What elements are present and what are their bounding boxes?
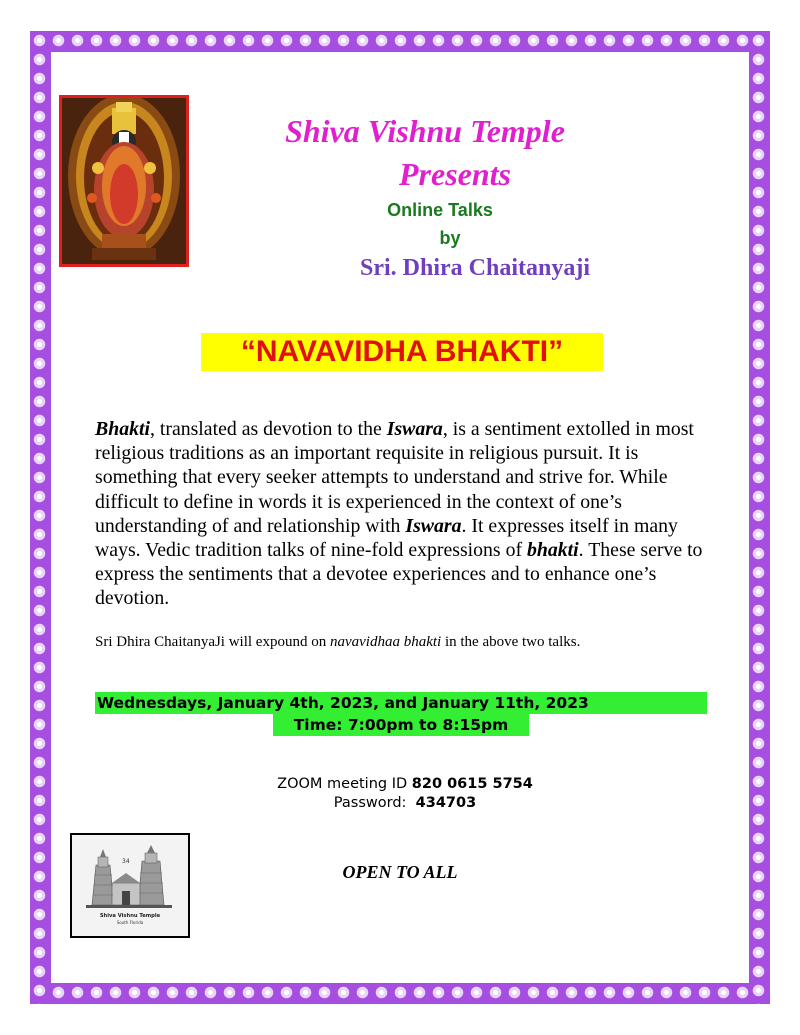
flower-border-top [30, 31, 770, 52]
zoom-meeting-id: ZOOM meeting ID 820 0615 5754 [277, 776, 533, 792]
talk-time: Time: 7:00pm to 8:15pm [273, 714, 529, 736]
speaker-name: Sri. Dhira Chaitanyaji [359, 255, 590, 281]
open-to-all-label: OPEN TO ALL [342, 862, 458, 882]
temple-logo [70, 833, 190, 938]
flower-border-right [749, 31, 770, 1004]
logo-location: South Florida [116, 920, 144, 925]
logo-number: 34 [122, 858, 130, 865]
flower-border-left [30, 31, 51, 1004]
subtitle-by: by [439, 228, 461, 248]
title-presents: Presents [399, 156, 511, 192]
headline-navavidha-bhakti: “NAVAVIDHA BHAKTI” [201, 333, 603, 371]
talk-dates: Wednesdays, January 4th, 2023, and January 11th, 2023 [95, 692, 707, 714]
subtitle-online-talks: Online Talks [387, 200, 493, 220]
flower-border-bottom [30, 983, 770, 1004]
meeting-id-value: 820 0615 5754 [411, 776, 533, 792]
talk-note: Sri Dhira ChaitanyaJi will expound on navavidhaa bhakti in the above two talks. [95, 634, 581, 650]
term-iswara: Iswara [386, 418, 443, 440]
term-bhakti: Bhakti [95, 418, 150, 440]
description-paragraph: Bhakti, translated as devotion to the Iswara, is a sentiment extolled in most religious traditions as an important requisite in religious pursuit. It is something that every seeker attempts to understand and strive for. While difficult to define in words it is experienced in the context of one’s understanding of and relationship with Iswara. It expresses itself in many ways. Vedic tradition talks of nine-fold expressions of bhakti. These serve to express the sentiments that a devotee experiences and to enhance one’s devotion. [95, 418, 703, 610]
term-iswara: Iswara [405, 514, 462, 537]
logo-name: Shiva Vishnu Temple [99, 913, 161, 919]
term-navavidhaa-bhakti: navavidhaa bhakti [329, 634, 442, 650]
zoom-password: Password: 434703 [333, 795, 477, 811]
term-bhakti: bhakti [527, 539, 579, 562]
title-temple-name: Shiva Vishnu Temple [285, 113, 565, 149]
deity-image [59, 95, 189, 267]
password-value: 434703 [415, 795, 477, 811]
